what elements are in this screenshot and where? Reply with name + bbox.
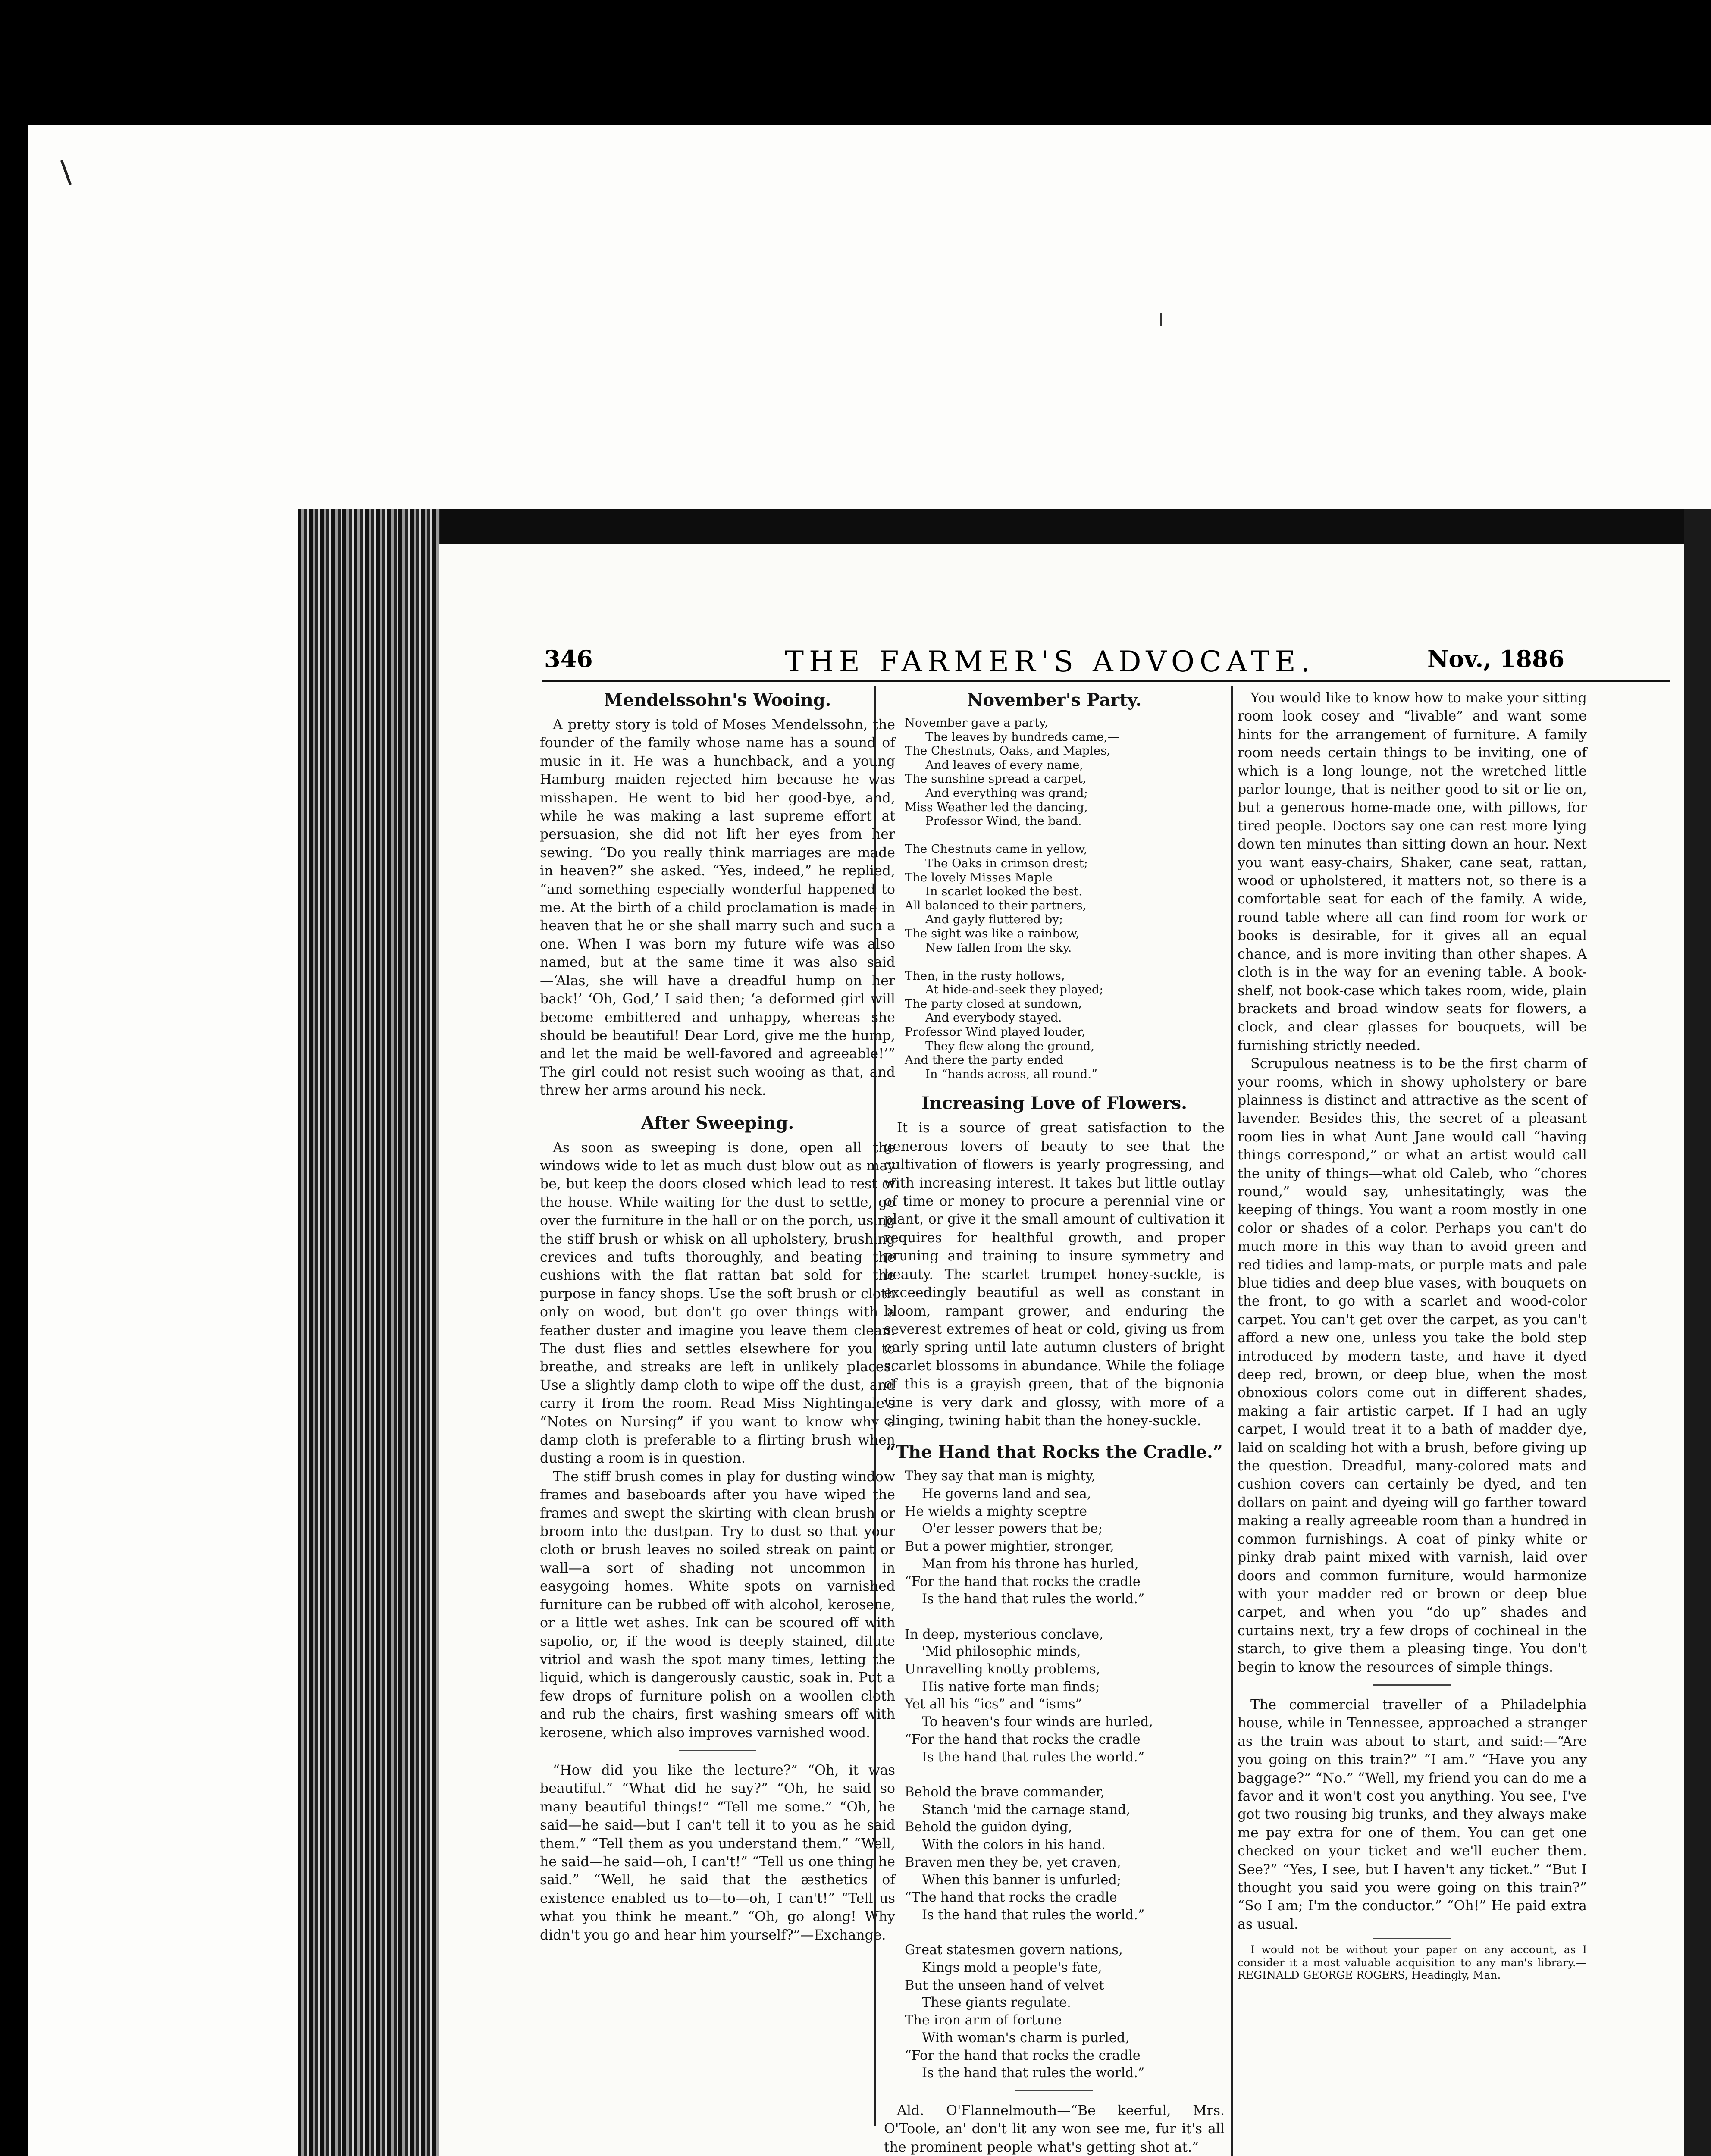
article-title: After Sweeping. xyxy=(641,1112,794,1133)
article-paragraph: The stiff brush comes in play for dusting window frames and baseboards after you have wiped the frames and swept the skirting with clean brush or broom into the dustpan. Try to dust so that your cloth or brush leaves no soiled streak on paint or wall—a sort of shading not uncommon in easygoing homes. White spots on varnished furniture can be rubbed off with alcohol, kerosene, or a little wet ashes. Ink can be scoured off with sapolio, or, if the wood is deeply stained, dilute vitriol and wash the spot many times, letting the liquid, which is dangerously caustic, soak in. Put a few drops of furniture polish on a woollen cloth and rub the chairs, first washing smears off with kerosene, which also improves varnished wood. xyxy=(540,1469,895,1741)
poem-line: And there the party ended xyxy=(905,1053,1064,1067)
poem-line: November gave a party, xyxy=(905,716,1048,730)
poem-line: When this banner is unfurled; xyxy=(922,1872,1122,1888)
poem-line: In deep, mysterious conclave, xyxy=(905,1626,1103,1642)
poem-line xyxy=(905,1924,1225,1942)
section-rule xyxy=(1015,2090,1093,2091)
article-paragraph: You would like to know how to make your sitting room look cosey and “livable” and want some hints for the arrangement of furniture. A family room needs certain things to be inviting, one of which is a long lounge, not the wretched little parlor lounge, that is neither good to sit or lie on, but a generous home-made one, with pillows, for tired people. Doctors say one can rest more lying down ten minutes than sitting down an hour. Next you want easy-chairs, Shaker, cane seat, rattan, wood or upholstered, it matters not, so there is a comfortable seat for each of the family. A wide, round table where all can find room for work or books is desirable, for it gives all an equal chance, and is more inviting than other shapes. A cloth is in the way for an evening table. A book-shelf, not book-case which takes room, wide, plain brackets and broad window seats for flowers, a clock, and clear glasses for bouquets, will be furnishing strictly needed. xyxy=(1238,690,1587,1053)
poem-line: The lovely Misses Maple xyxy=(905,870,1053,884)
column-rule xyxy=(1231,686,1233,2156)
poem-line: Braven men they be, yet craven, xyxy=(905,1855,1121,1870)
poem-line: “The hand that rocks the cradle xyxy=(905,1890,1117,1905)
section-rule xyxy=(1373,1938,1451,1939)
poem-line: The Oaks in crimson drest; xyxy=(925,856,1088,870)
poem-line: And leaves of every name, xyxy=(925,758,1084,772)
poem-line: The sunshine spread a carpet, xyxy=(905,772,1087,786)
poem-line: New fallen from the sky. xyxy=(925,940,1072,955)
column-1 xyxy=(540,689,895,1944)
journal-title: THE FARMER'S ADVOCATE. xyxy=(785,645,1315,678)
article-title: Mendelssohn's Wooing. xyxy=(604,690,831,710)
poem-line: With the colors in his hand. xyxy=(922,1837,1106,1853)
article-paragraph: “How did you like the lecture?” “Oh, it was beautiful.” “What did he say?” “Oh, he said so many beautiful things!” “Tell me some.” “Oh, he said—he said—but I can't tell it to you as he said them.” “Tell them as you understand them.” “Well, he said—he said—oh, I can't!” “Tell us one thing he said.” “Well, he said that the æsthetics of existence enabled us to—to—oh, I can't!” “Tell us what you think he meant.” “Oh, go along! Why didn't you go and hear him yourself?”—Exchange. xyxy=(540,1762,895,1943)
poem-line: But the unseen hand of velvet xyxy=(905,1977,1104,1993)
poem-line: All balanced to their partners, xyxy=(905,898,1087,912)
poem-line: Is the hand that rules the world.” xyxy=(922,2065,1145,2081)
issue-date: Nov., 1886 xyxy=(1427,645,1565,673)
poem-line: At hide-and-seek they played; xyxy=(925,983,1103,997)
poem-line: Unravelling knotty problems, xyxy=(905,1662,1100,1677)
poem-line: Then, in the rusty hollows, xyxy=(905,968,1065,983)
book-binding-top xyxy=(298,509,1711,544)
poem-line: Kings mold a people's fate, xyxy=(922,1960,1102,1976)
poem-line: “For the hand that rocks the cradle xyxy=(905,2048,1141,2063)
article-paragraph: Scrupulous neatness is to be the first charm of your rooms, which in showy upholstery or bare plainness is distinct and attractive as the scent of lavender. Besides this, the secret of a pleasant room lies in what Aunt Jane would call “having things correspond,” or what an artist would call the unity of things—what old Caleb, who “chores round,” would say, unhesitatingly, was the keeping of things. You want a room mostly in one color or shades of a color. Perhaps you can't do much more in this way than to avoid green and red tidies and lamp-mats, or purple mats and pale blue tidies and deep blue vases, with bouquets on the front, to go with a scarlet and wood-color carpet. You can't get over the carpet, as you can't afford a new one, unless you take the bold step introduced by modern taste, and have it dyed deep red, brown, or deep blue, when the most obnoxious colors come out in different shades, making a fair artistic carpet. If I had an ugly carpet, I would treat it to a bath of madder dye, laid on scalding hot with a brush, before giving up the question. Dreadful, many-colored mats and cushion covers can certainly be dyed, and ten dollars on paint and dyeing will go farther toward making a really agreeable room than a hundred in common furnishings. A coat of pinky white or pinky drab paint mixed with varnish, laid over doors and common furniture, would harmonize with your madder red or brown or deep blue carpet, and when you “do up” shades and curtains next, try a few drops of cochineal in the starch, to give them a pleasing tinge. You don't begin to know the resources of simple things. xyxy=(1238,1056,1587,1675)
page-number: 346 xyxy=(544,645,593,673)
poem-line: He governs land and sea, xyxy=(922,1486,1091,1502)
poem-line: The Chestnuts came in yellow, xyxy=(905,842,1087,856)
poem-line: These giants regulate. xyxy=(922,1995,1071,2011)
poem-line: To heaven's four winds are hurled, xyxy=(922,1714,1153,1730)
poem-line: In scarlet looked the best. xyxy=(925,884,1082,899)
poem-line: They say that man is mighty, xyxy=(905,1469,1096,1484)
article-paragraph: The commercial traveller of a Philadelphia house, while in Tennessee, approached a stranger as the train was about to start, and said:—“Are you going on this train?” “I am.” “Have you any baggage?” “No.” “Well, my friend you can do me a favor and it won't cost you anything. You see, I've got two rousing big trunks, and they always make me pay extra for one of them. You can get one checked on your ticket and we'll eucher them. See?” “Yes, I see, but I haven't any ticket.” “But I thought you said you were going on this train?” “So I am; I'm the conductor.” “Oh!” He paid extra as usual. xyxy=(1238,1697,1587,1932)
poem-line: His native forte man finds; xyxy=(922,1679,1100,1695)
poem-line xyxy=(905,955,1225,969)
poem xyxy=(905,716,1225,1081)
poem-line: With woman's charm is purled, xyxy=(922,2030,1130,2046)
poem-line: Professor Wind, the band. xyxy=(925,814,1082,828)
poem-line: Is the hand that rules the world.” xyxy=(922,1592,1145,1607)
header-rule xyxy=(542,680,1670,682)
poem-line: “For the hand that rocks the cradle xyxy=(905,1732,1141,1747)
poem-line: Behold the brave commander, xyxy=(905,1785,1105,1800)
article-paragraph: As soon as sweeping is done, open all the windows wide to let as much dust blow out as may be, but keep the doors closed which lead to rest of the house. While waiting for the dust to settle, go over the furniture in the hall or on the porch, using the stiff brush or whisk on all upholstery, brushing crevices and tufts thoroughly, and beating the cushions with the flat rattan bat sold for the purpose in fancy shops. Use the soft brush or cloth only on wood, but don't go over things with a feather duster and imagine you leave them clean. The dust flies and settles elsewhere for you to breathe, and streaks are left in unlikely places. Use a slightly damp cloth to wipe off the dust, and carry it from the room. Read Miss Nightingale's “Notes on Nursing” if you want to know why a damp cloth is preferable to a flirting brush when dusting a room is in question. xyxy=(540,1140,895,1467)
poem-line: Great statesmen govern nations, xyxy=(905,1943,1123,1958)
poem-line xyxy=(905,1608,1225,1626)
article-paragraph: Ald. O'Flannelmouth—“Be keerful, Mrs. O'Toole, an' don't lit any won see me, fur it's all the prominent people what's getting shot at.” xyxy=(884,2103,1225,2155)
article-title: Increasing Love of Flowers. xyxy=(921,1093,1188,1114)
poem-line: Stanch 'mid the carnage stand, xyxy=(922,1802,1131,1818)
poem-line: And everybody stayed. xyxy=(925,1011,1062,1025)
poem-line: Yet all his “ics” and “isms” xyxy=(905,1697,1082,1712)
poem-line: And gayly fluttered by; xyxy=(925,912,1063,927)
poem-line: The iron arm of fortune xyxy=(905,2013,1062,2028)
book-page-edges xyxy=(298,509,440,2156)
poem-line: Professor Wind played louder, xyxy=(905,1025,1085,1039)
poem-line: Is the hand that rules the world.” xyxy=(922,1749,1145,1765)
poem-line xyxy=(905,1766,1225,1784)
section-rule xyxy=(679,1750,756,1751)
poem-line: The sight was like a rainbow, xyxy=(905,926,1080,940)
poem-line: The party closed at sundown, xyxy=(905,997,1082,1011)
poem-line: And everything was grand; xyxy=(925,786,1088,800)
poem-line: “For the hand that rocks the cradle xyxy=(905,1574,1141,1589)
poem-line: They flew along the ground, xyxy=(925,1039,1095,1053)
poem-line: But a power mightier, stronger, xyxy=(905,1539,1114,1554)
poem-title: November's Party. xyxy=(967,690,1142,710)
article-paragraph: A pretty story is told of Moses Mendelssohn, the founder of the family whose name has a sound of music in it. He was a hunchback, and a young Hamburg maiden rejected him because he was misshapen. He went to bid her good-bye, and, while he was making a last supreme effort at persuasion, she did not lift her eyes from her sewing. “Do you really think marriages are made in heaven?” she asked. “Yes, indeed,” he replied, “and something especially wonderful happened to me. At the birth of a child proclamation is made in heaven that he or she shall marry such and such a one. When I was born my future wife was also named, but at the same time it was also said—‘Alas, she will have a dreadful hump on her back!’ ‘Oh, God,’ I said then; ‘a deformed girl will become embittered and unhappy, whereas she should be beautiful! Dear Lord, give me the hump, and let the maid be well-favored and agreeable!’” The girl could not resist such wooing as that, and threw her arms around his neck. xyxy=(540,717,895,1099)
section-rule xyxy=(1373,1684,1451,1686)
scan-mark xyxy=(1160,313,1162,326)
poem-line: In “hands across, all round.” xyxy=(925,1067,1098,1081)
poem-line: Behold the guidon dying, xyxy=(905,1820,1072,1835)
poem-line: He wields a mighty sceptre xyxy=(905,1504,1087,1519)
poem-line xyxy=(905,828,1225,843)
book-binding-right xyxy=(1684,509,1711,2156)
letter-excerpt: I would not be without your paper on any account, as I consider it a most valuable acquisition to any man's library.—REGINALD GEORGE ROGERS, Headingly, Man. xyxy=(1238,1943,1587,1982)
poem-line: O'er lesser powers that be; xyxy=(922,1521,1103,1537)
article-paragraph: It is a source of great satisfaction to the generous lovers of beauty to see that the cultivation of flowers is yearly progressing, and with increasing interest. It takes but little outlay of time or money to procure a perennial vine or plant, or give it the small amount of cultivation it requires for healthful growth, and proper pruning and training to insure symmetry and beauty. The scarlet trumpet honey-suckle, is exceedingly beautiful as well as constant in bloom, rampant grower, and enduring the severest extremes of heat or cold, giving us from early spring until late autumn clusters of bright scarlet blossoms in abundance. While the foliage of this is a grayish green, that of the bignonia vine is very dark and glossy, with more of a clinging, twining habit than the honey-suckle. xyxy=(884,1120,1225,1429)
poem xyxy=(905,1468,1225,2082)
poem-line: 'Mid philosophic minds, xyxy=(922,1644,1081,1660)
poem-line: Miss Weather led the dancing, xyxy=(905,800,1088,814)
poem-line: Man from his throne has hurled, xyxy=(922,1556,1139,1572)
poem-line: Is the hand that rules the world.” xyxy=(922,1907,1145,1923)
poem-title: “The Hand that Rocks the Cradle.” xyxy=(886,1442,1223,1463)
column-2 xyxy=(884,689,1225,2156)
poem-line: The Chestnuts, Oaks, and Maples, xyxy=(905,744,1111,758)
column-3 xyxy=(1238,689,1587,1981)
poem-line: The leaves by hundreds came,— xyxy=(925,730,1120,744)
